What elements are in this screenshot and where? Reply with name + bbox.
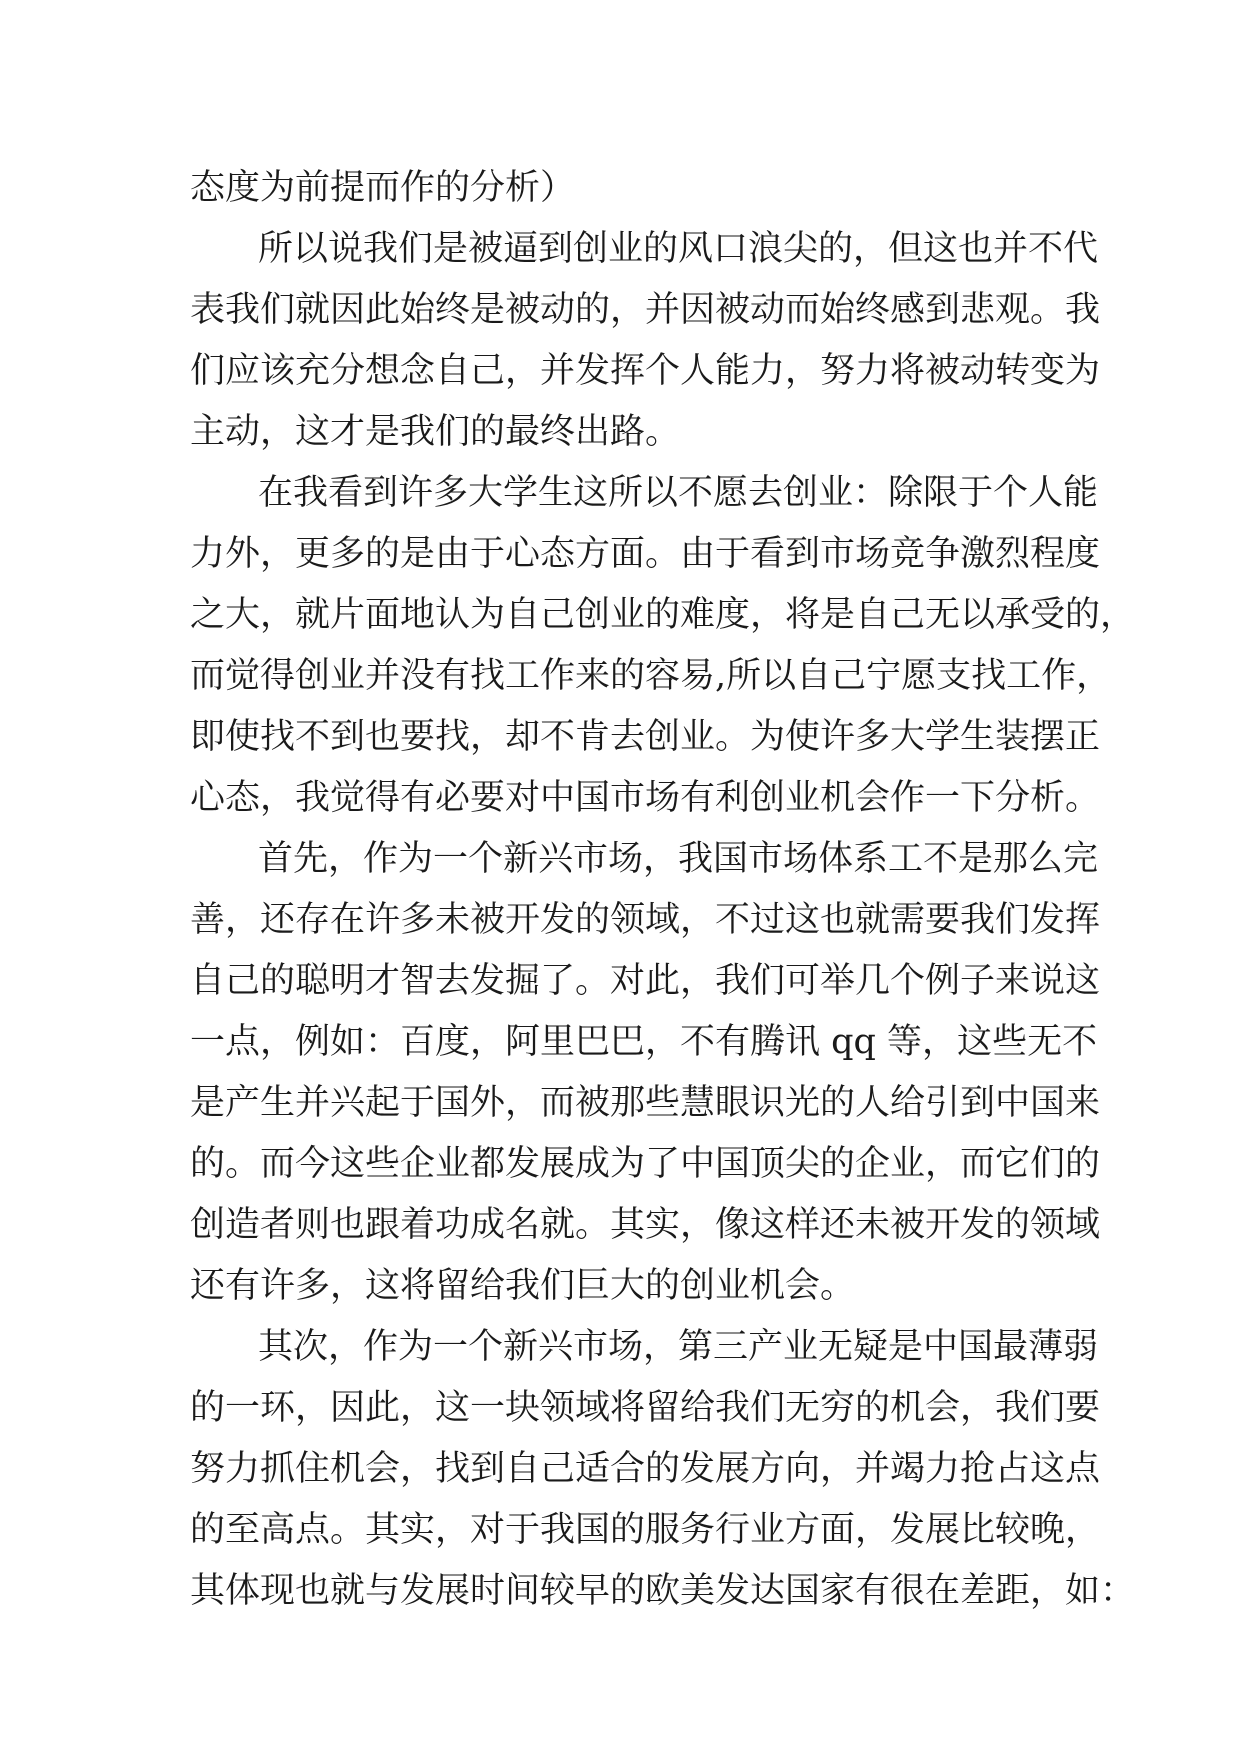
text-line: 努力抓住机会，找到自己适合的发展方向，并竭力抢占这点 <box>190 1449 1101 1489</box>
text-line: 创造者则也跟着功成名就。其实，像这样还未被开发的领域 <box>190 1205 1101 1245</box>
text-line: 其体现也就与发展时间较早的欧美发达国家有很在差距，如： <box>190 1571 1136 1611</box>
text-line: 而觉得创业并没有找工作来的容易,所以自己宁愿支找工作， <box>190 656 1112 696</box>
text-line: 一点，例如：百度，阿里巴巴，不有腾讯 qq 等，这些无不 <box>190 1022 1098 1062</box>
text-line: 之大，就片面地认为自己创业的难度，将是自己无以承受的， <box>190 595 1136 635</box>
text-line: 们应该充分想念自己，并发挥个人能力，努力将被动转变为 <box>190 351 1101 391</box>
paragraph-first-line: 其次，作为一个新兴市场，第三产业无疑是中国最薄弱 <box>258 1327 1099 1367</box>
paragraph-first-line: 所以说我们是被逼到创业的风口浪尖的，但这也并不代 <box>258 229 1099 269</box>
paragraph-first-line: 在我看到许多大学生这所以不愿去创业：除限于个人能 <box>258 473 1099 513</box>
text-line: 的一环，因此，这一块领域将留给我们无穷的机会，我们要 <box>190 1388 1101 1428</box>
text-line: 主动，这才是我们的最终出路。 <box>190 412 681 452</box>
text-line: 是产生并兴起于国外，而被那些慧眼识光的人给引到中国来 <box>190 1083 1101 1123</box>
text-line: 自己的聪明才智去发掘了。对此，我们可举几个例子来说这 <box>190 961 1101 1001</box>
text-line: 的至高点。其实，对于我国的服务行业方面，发展比较晚， <box>190 1510 1101 1550</box>
paragraph-first-line: 首先，作为一个新兴市场，我国市场体系工不是那么完 <box>258 839 1099 879</box>
text-line: 力外，更多的是由于心态方面。由于看到市场竞争激烈程度 <box>190 534 1101 574</box>
text-line: 态度为前提而作的分析） <box>190 168 576 208</box>
body-text <box>190 158 1136 1622</box>
text-line: 表我们就因此始终是被动的，并因被动而始终感到悲观。我 <box>190 290 1101 330</box>
text-line: 的。而今这些企业都发展成为了中国顶尖的企业，而它们的 <box>190 1144 1101 1184</box>
text-line: 心态，我觉得有必要对中国市场有利创业机会作一下分析。 <box>190 778 1101 818</box>
text-line: 还有许多，这将留给我们巨大的创业机会。 <box>190 1266 856 1306</box>
text-line: 善，还存在许多未被开发的领域，不过这也就需要我们发挥 <box>190 900 1101 940</box>
text-line: 即使找不到也要找，却不肯去创业。为使许多大学生装摆正 <box>190 717 1101 757</box>
